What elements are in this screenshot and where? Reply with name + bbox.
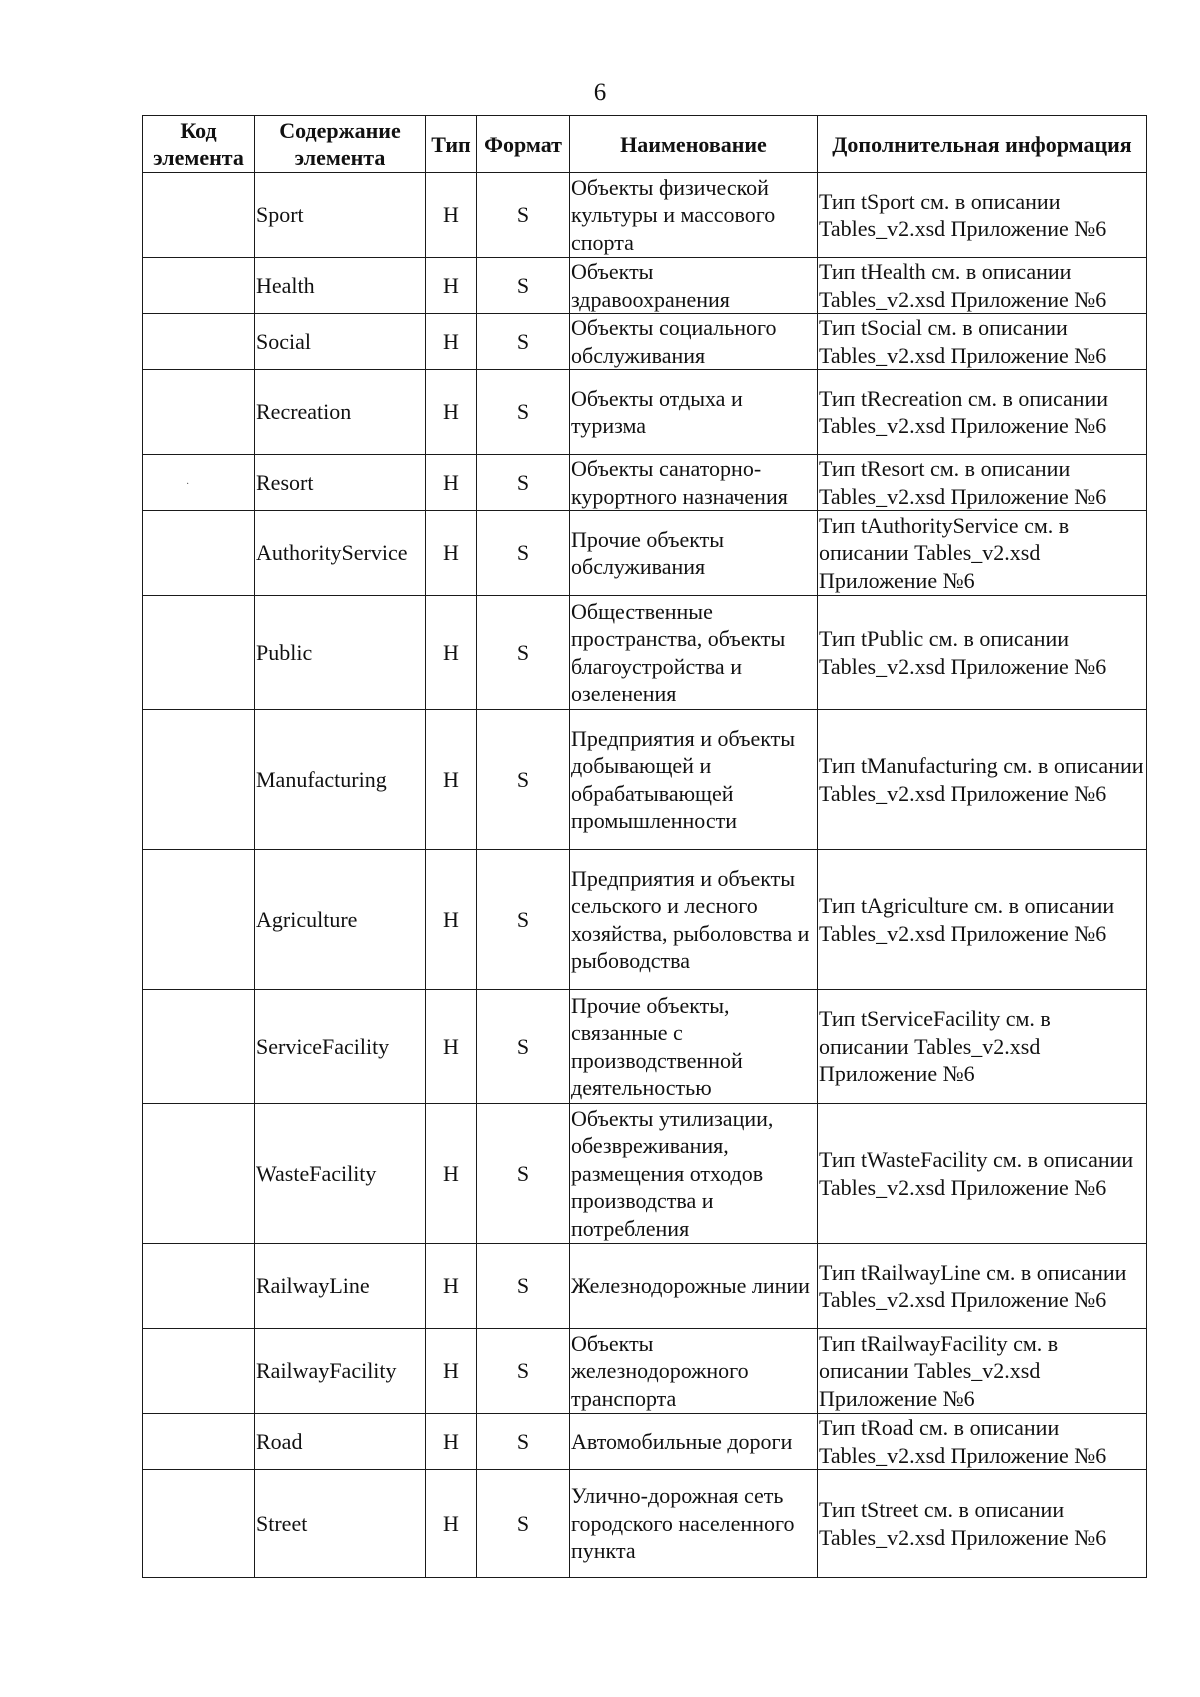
cell-format: S [477,314,570,370]
cell-content: AuthorityService [255,511,426,596]
table-header-row [143,116,1147,173]
cell-content: Manufacturing [255,710,426,850]
cell-name: Автомобильные дороги [570,1414,818,1470]
cell-code [143,1414,255,1470]
cell-format: S [477,1244,570,1329]
cell-format: S [477,850,570,990]
stray-mark: · [186,479,190,491]
cell-name: Объекты железнодорожного транспорта [570,1329,818,1414]
cell-format: S [477,596,570,710]
header-type: Тип [426,116,477,173]
cell-info: Тип tHealth см. в описании Tables_v2.xsd Приложение №6 [818,258,1147,314]
header-info: Дополнительная информация [818,116,1147,173]
cell-type: Н [426,1329,477,1414]
cell-format: S [477,1470,570,1578]
cell-type: Н [426,1414,477,1470]
cell-type: Н [426,850,477,990]
header-content: Содержание элемента [255,116,426,173]
cell-content: Public [255,596,426,710]
table-row [143,173,1147,258]
table-row [143,511,1147,596]
cell-code [143,455,255,511]
cell-type: Н [426,511,477,596]
cell-code [143,511,255,596]
cell-content: Social [255,314,426,370]
cell-name: Объекты социального обслуживания [570,314,818,370]
cell-content: Agriculture [255,850,426,990]
cell-format: S [477,511,570,596]
table-row [143,850,1147,990]
cell-info: Тип tRailwayFacility см. в описании Tables_v2.xsd Приложение №6 [818,1329,1147,1414]
cell-type: Н [426,1470,477,1578]
cell-type: Н [426,596,477,710]
cell-format: S [477,370,570,455]
table-row [143,258,1147,314]
table-row [143,1470,1147,1578]
cell-content: WasteFacility [255,1104,426,1244]
cell-format: S [477,258,570,314]
cell-name: Объекты здравоохранения [570,258,818,314]
table-row [143,1414,1147,1470]
cell-type: Н [426,1104,477,1244]
cell-content: Street [255,1470,426,1578]
cell-format: S [477,990,570,1104]
cell-info: Тип tSocial см. в описании Tables_v2.xsd Приложение №6 [818,314,1147,370]
cell-info: Тип tServiceFacility см. в описании Tables_v2.xsd Приложение №6 [818,990,1147,1104]
elements-table [142,115,1147,1578]
table-row [143,990,1147,1104]
cell-name: Объекты санаторно-курортного назначения [570,455,818,511]
cell-name: Предприятия и объекты сельского и лесного хозяйства, рыболовства и рыбоводства [570,850,818,990]
cell-content: Recreation [255,370,426,455]
cell-name: Предприятия и объекты добывающей и обрабатывающей промышленности [570,710,818,850]
cell-info: Тип tRecreation см. в описании Tables_v2.xsd Приложение №6 [818,370,1147,455]
header-name: Наименование [570,116,818,173]
cell-code [143,1104,255,1244]
cell-type: Н [426,710,477,850]
header-code: Код элемента [143,116,255,173]
cell-code [143,1329,255,1414]
table-row [143,1244,1147,1329]
cell-content: ServiceFacility [255,990,426,1104]
cell-code [143,710,255,850]
cell-format: S [477,710,570,850]
cell-info: Тип tRoad см. в описании Tables_v2.xsd Приложение №6 [818,1414,1147,1470]
cell-content: RailwayFacility [255,1329,426,1414]
table-row [143,455,1147,511]
table-row [143,1329,1147,1414]
cell-info: Тип tManufacturing см. в описании Tables_v2.xsd Приложение №6 [818,710,1147,850]
cell-content: Road [255,1414,426,1470]
cell-type: Н [426,370,477,455]
table-row [143,710,1147,850]
cell-name: Прочие объекты обслуживания [570,511,818,596]
cell-content: Health [255,258,426,314]
cell-content: Sport [255,173,426,258]
cell-info: Тип tPublic см. в описании Tables_v2.xsd Приложение №6 [818,596,1147,710]
header-format: Формат [477,116,570,173]
cell-info: Тип tAuthorityService см. в описании Tables_v2.xsd Приложение №6 [818,511,1147,596]
cell-code [143,314,255,370]
cell-name: Общественные пространства, объекты благоустройства и озеленения [570,596,818,710]
cell-code [143,173,255,258]
cell-code [143,596,255,710]
cell-code [143,370,255,455]
cell-type: Н [426,455,477,511]
cell-format: S [477,1414,570,1470]
cell-name: Железнодорожные линии [570,1244,818,1329]
cell-info: Тип tWasteFacility см. в описании Tables_v2.xsd Приложение №6 [818,1104,1147,1244]
cell-code [143,1244,255,1329]
cell-type: Н [426,258,477,314]
cell-info: Тип tStreet см. в описании Tables_v2.xsd Приложение №6 [818,1470,1147,1578]
table-row [143,370,1147,455]
cell-format: S [477,455,570,511]
cell-type: Н [426,314,477,370]
cell-type: Н [426,1244,477,1329]
cell-code [143,1470,255,1578]
cell-name: Объекты физической культуры и массового спорта [570,173,818,258]
cell-type: Н [426,990,477,1104]
cell-content: Resort [255,455,426,511]
table-row [143,596,1147,710]
cell-name: Объекты утилизации, обезвреживания, размещения отходов производства и потребления [570,1104,818,1244]
cell-code [143,258,255,314]
cell-format: S [477,1329,570,1414]
cell-info: Тип tSport см. в описании Tables_v2.xsd Приложение №6 [818,173,1147,258]
table-row [143,1104,1147,1244]
cell-name: Прочие объекты, связанные с производственной деятельностью [570,990,818,1104]
cell-format: S [477,1104,570,1244]
cell-content: RailwayLine [255,1244,426,1329]
cell-name: Улично-дорожная сеть городского населенного пункта [570,1470,818,1578]
cell-code [143,990,255,1104]
table-row [143,314,1147,370]
page-number: 6 [593,79,607,106]
cell-code [143,850,255,990]
cell-info: Тип tResort см. в описании Tables_v2.xsd Приложение №6 [818,455,1147,511]
cell-type: Н [426,173,477,258]
cell-info: Тип tAgriculture см. в описании Tables_v2.xsd Приложение №6 [818,850,1147,990]
cell-format: S [477,173,570,258]
cell-info: Тип tRailwayLine см. в описании Tables_v2.xsd Приложение №6 [818,1244,1147,1329]
cell-name: Объекты отдыха и туризма [570,370,818,455]
